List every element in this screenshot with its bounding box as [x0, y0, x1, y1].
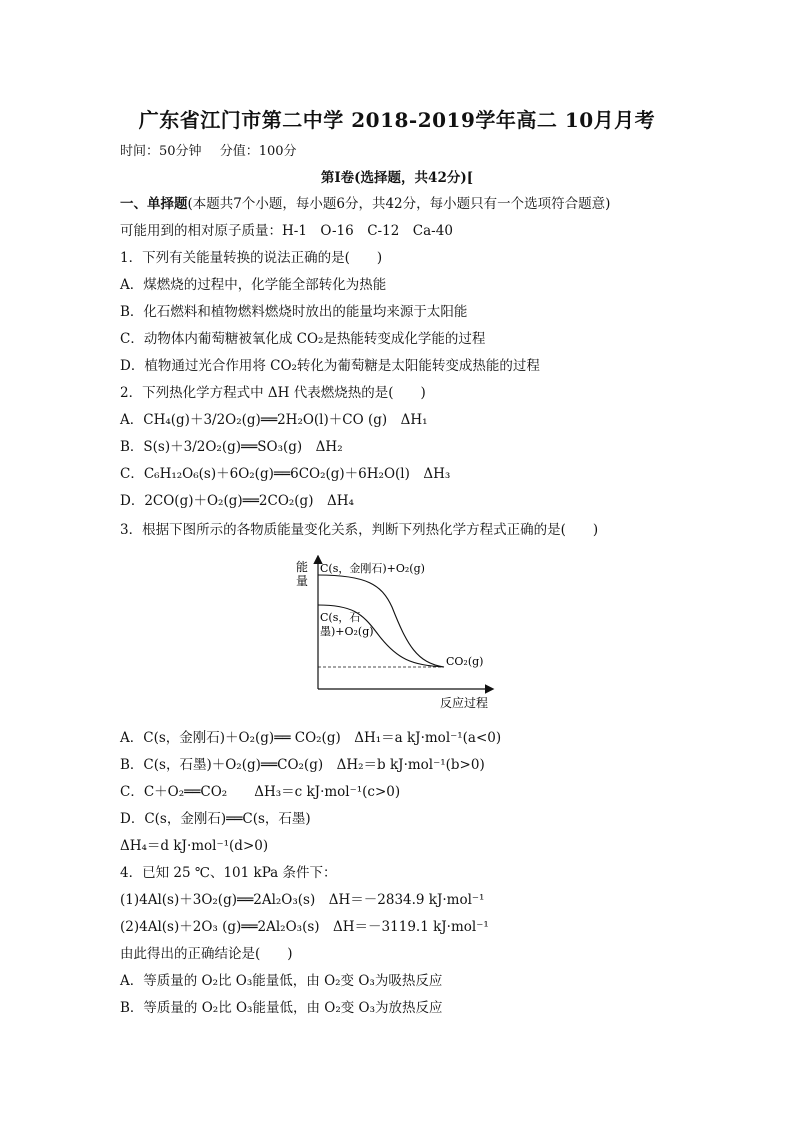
- section-desc: (本题共7个小题，每小题6分，共42分，每小题只有一个选项符合题意): [187, 196, 611, 212]
- question-1-option-b: B．化石燃料和植物燃料燃烧时放出的能量均来源于太阳能: [120, 304, 468, 320]
- y-axis-label-2: 量: [296, 574, 309, 588]
- question-3-option-d-cont: ΔH₄＝d kJ·mol⁻¹(d>0): [120, 838, 269, 854]
- question-4-equation-2: (2)4Al(s)＋2O₃ (g)══2Al₂O₃(s) ΔH＝－3119.1 kJ·mol⁻¹: [120, 919, 489, 935]
- question-3-option-a: A．C(s，金刚石)＋O₂(g)══ CO₂(g) ΔH₁＝a kJ·mol⁻¹(a<0): [120, 730, 502, 746]
- question-1-option-c: C．动物体内葡萄糖被氧化成 CO₂是热能转变成化学能的过程: [120, 331, 486, 347]
- graphite-label-1: C(s，石: [320, 611, 361, 624]
- exam-title: 广东省江门市第二中学 2018-2019学年高二 10月月考: [138, 108, 656, 132]
- question-3-option-b: B．C(s，石墨)＋O₂(g)══CO₂(g) ΔH₂＝b kJ·mol⁻¹(b>0): [120, 757, 485, 773]
- question-2-option-a: A．CH₄(g)＋3/2O₂(g)══2H₂O(l)＋CO (g) ΔH₁: [120, 412, 428, 428]
- graphite-label-2: 墨)+O₂(g): [320, 625, 374, 638]
- volume-heading: 第Ⅰ卷(选择题，共42分)[: [320, 170, 474, 186]
- exam-score: 分值：100分: [219, 144, 297, 159]
- question-4-equation-1: (1)4Al(s)＋3O₂(g)══2Al₂O₃(s) ΔH＝－2834.9 kJ·mol⁻¹: [120, 892, 485, 908]
- question-1-option-d: D．植物通过光合作用将 CO₂转化为葡萄糖是太阳能转变成热能的过程: [120, 358, 540, 374]
- section-title: 一、单择题: [120, 196, 188, 212]
- section-heading: [120, 192, 610, 212]
- question-4-option-a: A．等质量的 O₂比 O₃能量低，由 O₂变 O₃为吸热反应: [120, 973, 443, 989]
- exam-meta: [120, 140, 311, 159]
- question-2-option-d: D．2CO(g)＋O₂(g)══2CO₂(g) ΔH₄: [120, 493, 354, 509]
- question-2-option-b: B．S(s)＋3/2O₂(g)══SO₃(g) ΔH₂: [120, 439, 343, 455]
- diamond-label: C(s，金刚石)+O₂(g): [320, 562, 425, 575]
- y-axis-label-1: 能: [296, 560, 309, 574]
- question-3-stem: 3．根据下图所示的各物质能量变化关系，判断下列热化学方程式正确的是( ): [120, 522, 599, 538]
- x-axis-label: 反应过程: [440, 696, 489, 710]
- question-1-option-a: A．煤燃烧的过程中，化学能全部转化为热能: [120, 277, 387, 293]
- question-3-option-c: C．C＋O₂══CO₂ ΔH₃＝c kJ·mol⁻¹(c>0): [120, 784, 401, 800]
- product-label: CO₂(g): [446, 655, 484, 668]
- question-2-option-c: C．C₆H₁₂O₆(s)＋6O₂(g)══6CO₂(g)＋6H₂O(l) ΔH₃: [120, 466, 451, 482]
- atomic-mass-note: 可能用到的相对原子质量：H-1 O-16 C-12 Ca-40: [120, 223, 453, 239]
- question-1-stem: 1．下列有关能量转换的说法正确的是( ): [120, 250, 383, 266]
- exam-time: 时间：50分钟: [120, 144, 202, 159]
- energy-diagram: [292, 555, 512, 715]
- question-4-conclusion: 由此得出的正确结论是( ): [120, 946, 293, 962]
- question-2-stem: 2．下列热化学方程式中 ΔH 代表燃烧热的是( ): [120, 385, 426, 401]
- question-4-option-b: B．等质量的 O₂比 O₃能量低，由 O₂变 O₃为放热反应: [120, 1000, 443, 1016]
- question-4-stem: 4．已知 25 ℃、101 kPa 条件下：: [120, 865, 337, 881]
- question-3-option-d: D．C(s，金刚石)══C(s，石墨): [120, 811, 311, 827]
